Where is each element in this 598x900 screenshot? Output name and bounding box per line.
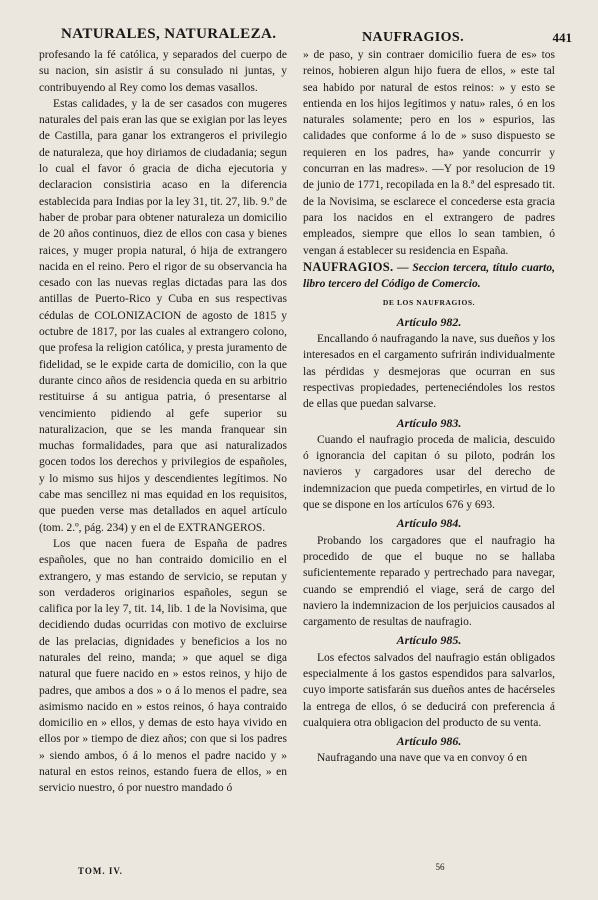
running-head-left: NATURALES, NATURALEZA. [61, 26, 277, 42]
article-title: Artículo 985. [396, 633, 462, 648]
article-title: Artículo 984. [396, 516, 462, 531]
article-title: Artículo 986. [396, 734, 462, 749]
article-text: Los efectos salvados del naufragio están obligados especialmente á los gastos espendidos para salvarlos, cuyo importe satisfarán sus dueños antes de hacérseles la entrega de ellos, ó se deducirá con preferencia á cualquiera otra obligacion del producto de su venta. [303, 651, 555, 729]
volume-footer: TOM. IV. [78, 866, 123, 876]
paragraph: Los que nacen fuera de España de padres españoles, que no han contraido domicilio en el extrangero, y mas estando de servicio, se reputan y son verdaderos originarios españoles, segun se califica por la ley 7, tit. 14, lib. 1 de la Novisima, que decidiendo dudas ocurridas con motivo de excluirse de las prelacias, dignidades y beneficios a los no naturales del reino, manda; » que aquel se diga natural que fuere nacido en » estos reinos, y hijo de padres, que ambos a dos » o á lo menos el padre, sea asimismo nacido en » estos reinos, ó haya contraido domicilio en » ellos, y demas de esto haya vivido en ellos por » tiempo de diez años; con que si los padres » siendo ambos, ó á lo menos el padre nacido y » natural en estos reinos, estando fuera de ellos, » en servicio nuestro, ó por nuestro mandado ó [39, 537, 287, 795]
article-text: Probando los cargadores que el naufragio ha procedido de que el buque no se hallaba suficientemente reparado y pertrechado para navegar, cuando se emprendió el viage, será de cargo del naviero la indemnizacion de los perjuicios causados al cargamento de resultas de naufragio. [303, 534, 555, 629]
running-head-right: NAUFRAGIOS. [362, 30, 465, 45]
paragraph: » de paso, y sin contraer domicilio fuera de es» tos reinos, hobieren algun hijo fuera de ellos, » este tal sea habido por natural de estos reinos: » y esto se entienda en los hijos legítimos y natu» rales, ó en los naturales solamente; pero en los » espurios, las calidades que conforme á lo de » suso dispuesto se requieren en los padres, ha» yande concurrir y concurran en las madres». —Y por resolucion de 19 de junio de 1771, recopilada en la 8.ª del espresado tit. de la Novisima, se esclarece el concederse esta gracia para los nacidos en el extrangero de padres empleados, siempre que ellos lo sean tambien, ó vengan á establecer su residencia en España. [303, 49, 555, 257]
paragraph: Estas calidades, y la de ser casados con mugeres naturales del pais eran las que se exigian por las leyes de Castilla, para ganar los extrangeros el privilegio de naturaleza, que hoy diriamos de ciudadania; segun lo cual el favor ó gracia de dicha ejecutoria y declaracion consistiria acaso en la diferencia establecida para Indias por la ley 31, tit. 27, lib. 9.º de haber de probar para obtener naturaleza un domicilio de 20 años continuos, diez de ellos con casa y bienes raices, y muger propia natural, ó hija de extrangero nacida en el reino. Pero el rigor de su observancia ha cesado con las nuevas reglas dictadas para las dos antillas de Puerto-Rico y Cuba en sus respectivas cédulas de COLONIZACION de agosto de 1815 y octubre de 1817, por las cuales al extrangero colono, que profesa la religion católica, y presta juramento de fidelidad, se le expide carta de domicilio, con la que durante cinco años de residencia queda en su arbitrio restituirse á su antigua patria, ó presentarse al vencimiento pidiendo al gefe superior su naturalizacion, que se les manda franquear sin muchas formalidades, para que asi naturalizados gocen todos los derechos y privilegios de españoles, y lo mismo sus hijos y descendientes legítimos. No cabe mas sencillez ni mas equidad en los requisitos, que pueden verse mas detallados en aquel artículo (tom. 2.º, pág. 234) y en el de EXTRANGEROS. [39, 97, 287, 534]
article-text: Naufragando una nave que va en convoy ó en [317, 752, 528, 765]
article-title: Artículo 983. [396, 415, 462, 430]
section-name: NAUFRAGIOS. [303, 259, 394, 274]
left-column [39, 47, 287, 797]
right-column [303, 47, 555, 767]
article-text: Encallando ó naufragando la nave, sus dueños y los interesados en el cargamento sufrirán individualmente las pérdidas y desmejoras que ocurran en sus respectivas propiedades, perteneciéndoles los restos de ellas que puedan salvarse. [303, 333, 555, 411]
page-number: 441 [552, 30, 572, 45]
article-title: Artículo 982. [396, 314, 462, 329]
subsection-heading: DE LOS NAUFRAGIOS. [382, 298, 476, 308]
section-heading [303, 259, 555, 293]
paragraph: profesando la fé católica, y separados del cuerpo de su nacion, sin asistir á su consulado ni juntas, y contribuyendo al Rey como los demas vasallos. [39, 49, 287, 94]
section-subtitle: — Seccion tercera, título cuarto, libro tercero del Código de Comercio. [303, 261, 555, 291]
signature-mark: 56 [435, 862, 445, 872]
article-text: Cuando el naufragio proceda de malicia, descuido ó ignorancia del capitan ó su piloto, podrán los navieros y cargadores usar del derecho de indemnizacion que pueda competirles, en virtud de lo que se dispone en los artículos 676 y 693. [303, 433, 555, 512]
